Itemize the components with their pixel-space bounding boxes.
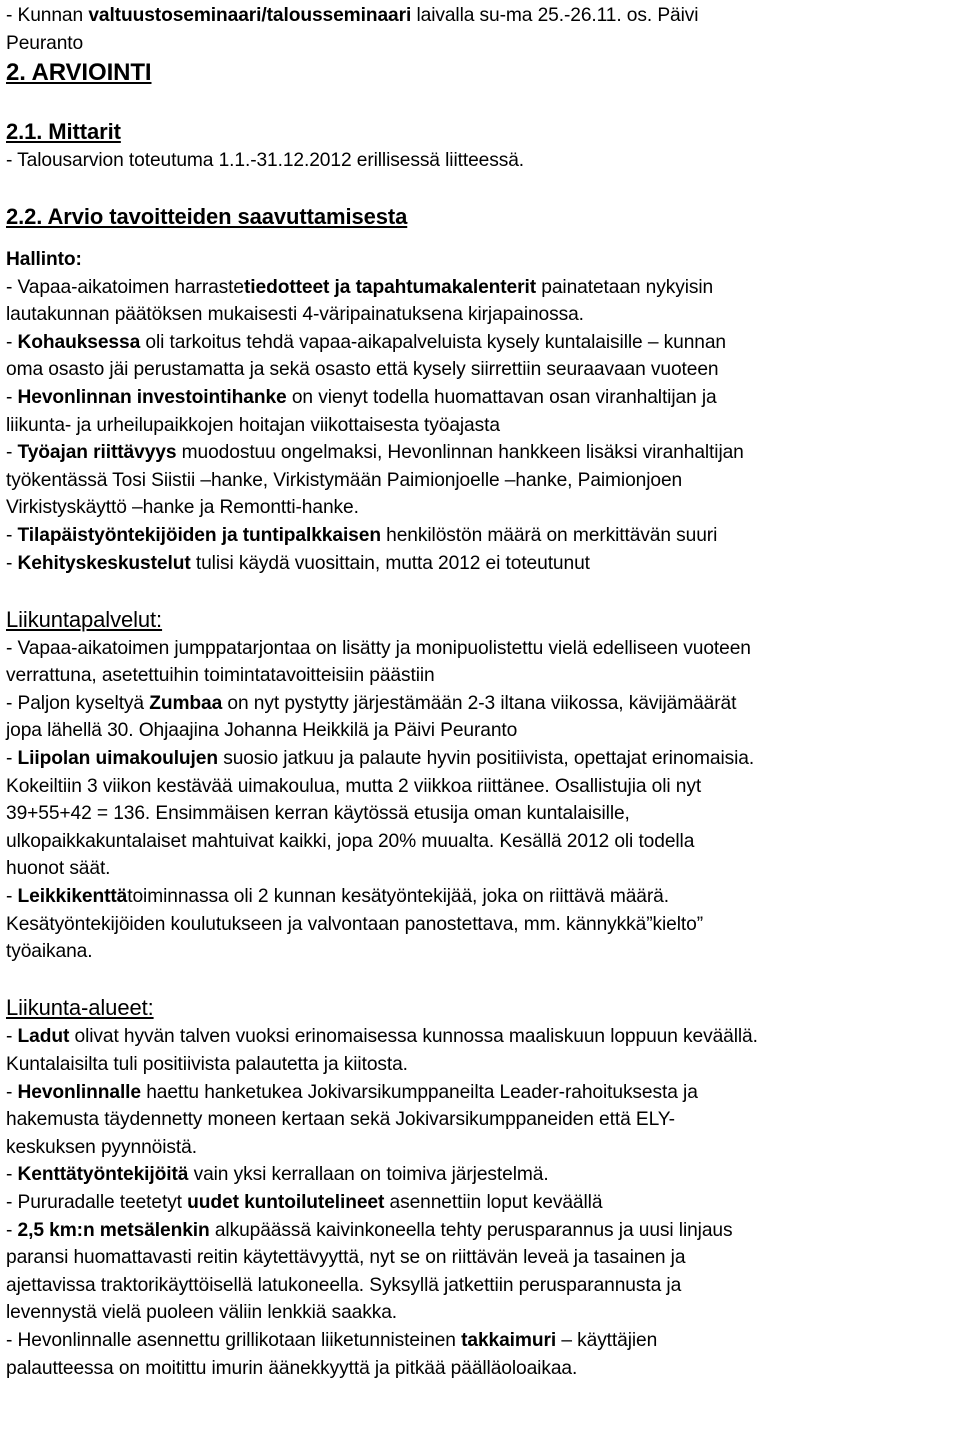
text-run: on vienyt todella huomattavan osan viranhaltijan ja: [286, 386, 717, 408]
text-run: - Vapaa-aikatoimen jumppatarjontaa on lisätty ja monipuolistettu vielä edelliseen vuoteen: [6, 637, 751, 659]
text-run: ajettavissa traktorikäyttöisellä latukoneella. Syksyllä jatkettiin perusparannusta ja: [6, 1274, 682, 1296]
bold-text: uudet kuntoilutelineet: [187, 1191, 385, 1213]
blank-line: [6, 89, 954, 117]
text-line: [6, 30, 954, 58]
subsection-heading: [6, 202, 954, 232]
text-run: Liikuntapalvelut:: [6, 606, 163, 632]
text-line: [6, 301, 954, 329]
text-line: [6, 550, 954, 578]
text-run: -: [6, 1026, 18, 1048]
text-line: [6, 883, 954, 911]
bold-text: Tilapäistyöntekijöiden ja tuntipalkkaisen: [17, 524, 381, 546]
text-run: laivalla su-ma 25.-26.11. os. Päivi: [411, 5, 699, 26]
blank-line: [6, 966, 954, 994]
bold-text: Hevonlinnan investointihanke: [17, 386, 287, 408]
text-run: tulisi käydä vuosittain, mutta 2012 ei toteutunut: [190, 552, 590, 574]
text-line: [6, 635, 954, 663]
text-line: [6, 494, 954, 522]
bold-text: Työajan riittävyys: [17, 442, 177, 464]
bold-text: Liipolan uimakoulujen: [17, 748, 218, 770]
text-run: Kuntalaisilta tuli positiivista palautetta ja kiitosta.: [6, 1054, 408, 1075]
bold-text: 2,5 km:n metsälenkin: [17, 1219, 210, 1241]
text-line: [6, 147, 954, 175]
text-run: levennystä vielä puoleen väliin lenkkiä saakka.: [6, 1302, 398, 1324]
text-line: [6, 439, 954, 467]
text-run: -: [6, 1164, 18, 1186]
bold-text: tiedotteet ja tapahtumakalenterit: [243, 276, 537, 298]
text-line: [6, 522, 954, 550]
section-heading: [6, 57, 954, 89]
bold-text: Leikkikenttä: [17, 886, 128, 908]
text-run: -: [6, 442, 18, 464]
text-line: [6, 773, 954, 801]
bold-text: valtuustoseminaari/talousseminaari: [88, 5, 412, 26]
category-heading: [6, 993, 954, 1023]
text-run: oli tarkoitus tehdä vapaa-aikapalveluista kysely kuntalaisille – kunnan: [140, 331, 726, 353]
text-run: työaikana.: [6, 941, 93, 963]
text-run: muodostuu ongelmaksi, Hevonlinnan hankkeen lisäksi viranhaltijan: [176, 442, 744, 464]
text-line: [6, 1134, 954, 1162]
text-run: keskuksen pyynnöistä.: [6, 1136, 197, 1158]
text-run: Virkistyskäyttö –hanke ja Remontti-hanke.: [6, 497, 359, 519]
text-line: [6, 1023, 954, 1051]
text-run: olivat hyvän talven vuoksi erinomaisessa kunnossa maaliskuun loppuun keväällä.: [69, 1026, 758, 1048]
bold-text: takkaimuri: [461, 1329, 557, 1351]
blank-line: [6, 577, 954, 605]
text-line: [6, 911, 954, 939]
text-run: painatetaan nykyisin: [536, 276, 714, 298]
text-run: toiminnassa oli 2 kunnan kesätyöntekijää, joka on riittävä määrä.: [127, 886, 669, 908]
text-line: [6, 1244, 954, 1272]
text-line: [6, 412, 954, 440]
text-line: [6, 1299, 954, 1327]
bold-text: Zumbaa: [149, 692, 223, 714]
text-run: 2.1. Mittarit: [6, 118, 121, 144]
text-line: [6, 855, 954, 883]
bold-text: Kenttätyöntekijöitä: [17, 1164, 189, 1186]
text-run: - Paljon kyseltyä: [6, 692, 150, 714]
text-line: [6, 2, 954, 30]
text-run: 2.2. Arvio tavoitteiden saavuttamisesta: [6, 203, 408, 229]
text-line: [6, 467, 954, 495]
bold-text: Hevonlinnalle: [17, 1081, 141, 1103]
text-run: - Vapaa-aikatoimen harraste: [6, 276, 244, 298]
text-run: 2. ARVIOINTI: [6, 59, 152, 87]
text-line: [6, 717, 954, 745]
text-line: [6, 356, 954, 384]
text-run: - Talousarvion toteutuma 1.1.-31.12.2012 erillisessä liitteessä.: [6, 149, 524, 171]
text-run: paransi huomattavasti reitin käytettävyyttä, nyt se on riittävän leveä ja tasainen ja: [6, 1247, 686, 1269]
bold-text: Kohauksessa: [17, 331, 141, 353]
text-run: 39+55+42 = 136. Ensimmäisen kerran käytössä etusija oman kuntalaisille,: [6, 803, 630, 825]
text-run: palautteessa on moitittu imurin äänekkyyttä ja pitkää päälläoloaikaa.: [6, 1357, 578, 1379]
text-run: Kokeiltiin 3 viikon kestävää uimakoulua, mutta 2 viikkoa riittänee. Osallistujia oli nyt: [6, 775, 702, 797]
blank-line: [6, 174, 954, 202]
text-run: -: [6, 386, 18, 408]
text-line: [6, 384, 954, 412]
text-line: [6, 1079, 954, 1107]
text-run: Kesätyöntekijöiden koulutukseen ja valvontaan panostettava, mm. kännykkä”kielto”: [6, 913, 704, 935]
bold-text: Hallinto:: [6, 248, 82, 270]
text-line: [6, 1272, 954, 1300]
text-run: jopa lähellä 30. Ohjaajina Johanna Heikkilä ja Päivi Peuranto: [6, 720, 518, 742]
text-run: -: [6, 1081, 18, 1103]
text-run: -: [6, 552, 18, 574]
text-run: - Hevonlinnalle asennettu grillikotaan liiketunnisteinen: [6, 1329, 462, 1351]
text-line: [6, 1106, 954, 1134]
text-run: työkentässä Tosi Siistii –hanke, Virkistymään Paimionjoelle –hanke, Paimionjoen: [6, 469, 683, 491]
text-run: vain yksi kerrallaan on toimiva järjestelmä.: [188, 1164, 549, 1186]
text-run: henkilöstön määrä on merkittävän suuri: [380, 524, 718, 546]
text-run: oma osasto jäi perustamatta ja sekä osasto että kysely siirrettiin seuraavaan vuoteen: [6, 359, 719, 381]
text-line: [6, 1189, 954, 1217]
text-run: huonot säät.: [6, 858, 111, 880]
text-run: -: [6, 1219, 18, 1241]
text-line: [6, 1217, 954, 1245]
text-line: [6, 690, 954, 718]
category-heading: [6, 605, 954, 635]
text-run: lautakunnan päätöksen mukaisesti 4-väripainatuksena kirjapainossa.: [6, 304, 584, 326]
text-run: on nyt pystytty järjestämään 2-3 iltana viikossa, kävijämäärät: [222, 692, 737, 714]
text-run: liikunta- ja urheilupaikkojen hoitajan viikottaisesta työajasta: [6, 414, 500, 436]
blank-line: [6, 232, 954, 246]
text-line: [6, 329, 954, 357]
text-run: suosio jatkuu ja palaute hyvin positiivista, opettajat erinomaisia.: [217, 748, 755, 770]
text-line: [6, 938, 954, 966]
bold-text: Kehityskeskustelut: [17, 552, 191, 574]
text-run: - Pururadalle teetetyt: [6, 1191, 188, 1213]
subsection-heading: [6, 117, 954, 147]
text-run: asennettiin loput keväällä: [384, 1191, 603, 1213]
text-line: [6, 800, 954, 828]
text-run: -: [6, 524, 18, 546]
text-run: Peuranto: [6, 32, 84, 54]
text-run: Liikunta-alueet:: [6, 995, 154, 1021]
text-line: [6, 274, 954, 302]
text-line: [6, 1327, 954, 1355]
text-line: [6, 1161, 954, 1189]
text-run: – käyttäjien: [556, 1329, 658, 1351]
text-run: haettu hanketukea Jokivarsikumppaneilta Leader-rahoituksesta ja: [140, 1081, 698, 1103]
text-run: verrattuna, asetettuihin toimintatavoitteisiin päästiin: [6, 665, 435, 687]
text-line: [6, 1051, 954, 1079]
text-run: -: [6, 886, 18, 908]
bold-text: Ladut: [17, 1026, 70, 1048]
text-run: -: [6, 331, 18, 353]
text-run: - Kunnan: [6, 5, 89, 26]
text-line: [6, 745, 954, 773]
text-line: [6, 246, 954, 274]
text-line: [6, 662, 954, 690]
text-run: -: [6, 748, 18, 770]
text-run: alkupäässä kaivinkoneella tehty perusparannus ja uusi linjaus: [209, 1219, 733, 1241]
text-line: [6, 1355, 954, 1383]
text-run: hakemusta täydennetty moneen kertaan sekä Jokivarsikumppaneiden että ELY-: [6, 1109, 675, 1131]
text-line: [6, 828, 954, 856]
text-run: ulkopaikkakuntalaiset mahtuivat kaikki, jopa 20% muualta. Kesällä 2012 oli todella: [6, 830, 695, 852]
